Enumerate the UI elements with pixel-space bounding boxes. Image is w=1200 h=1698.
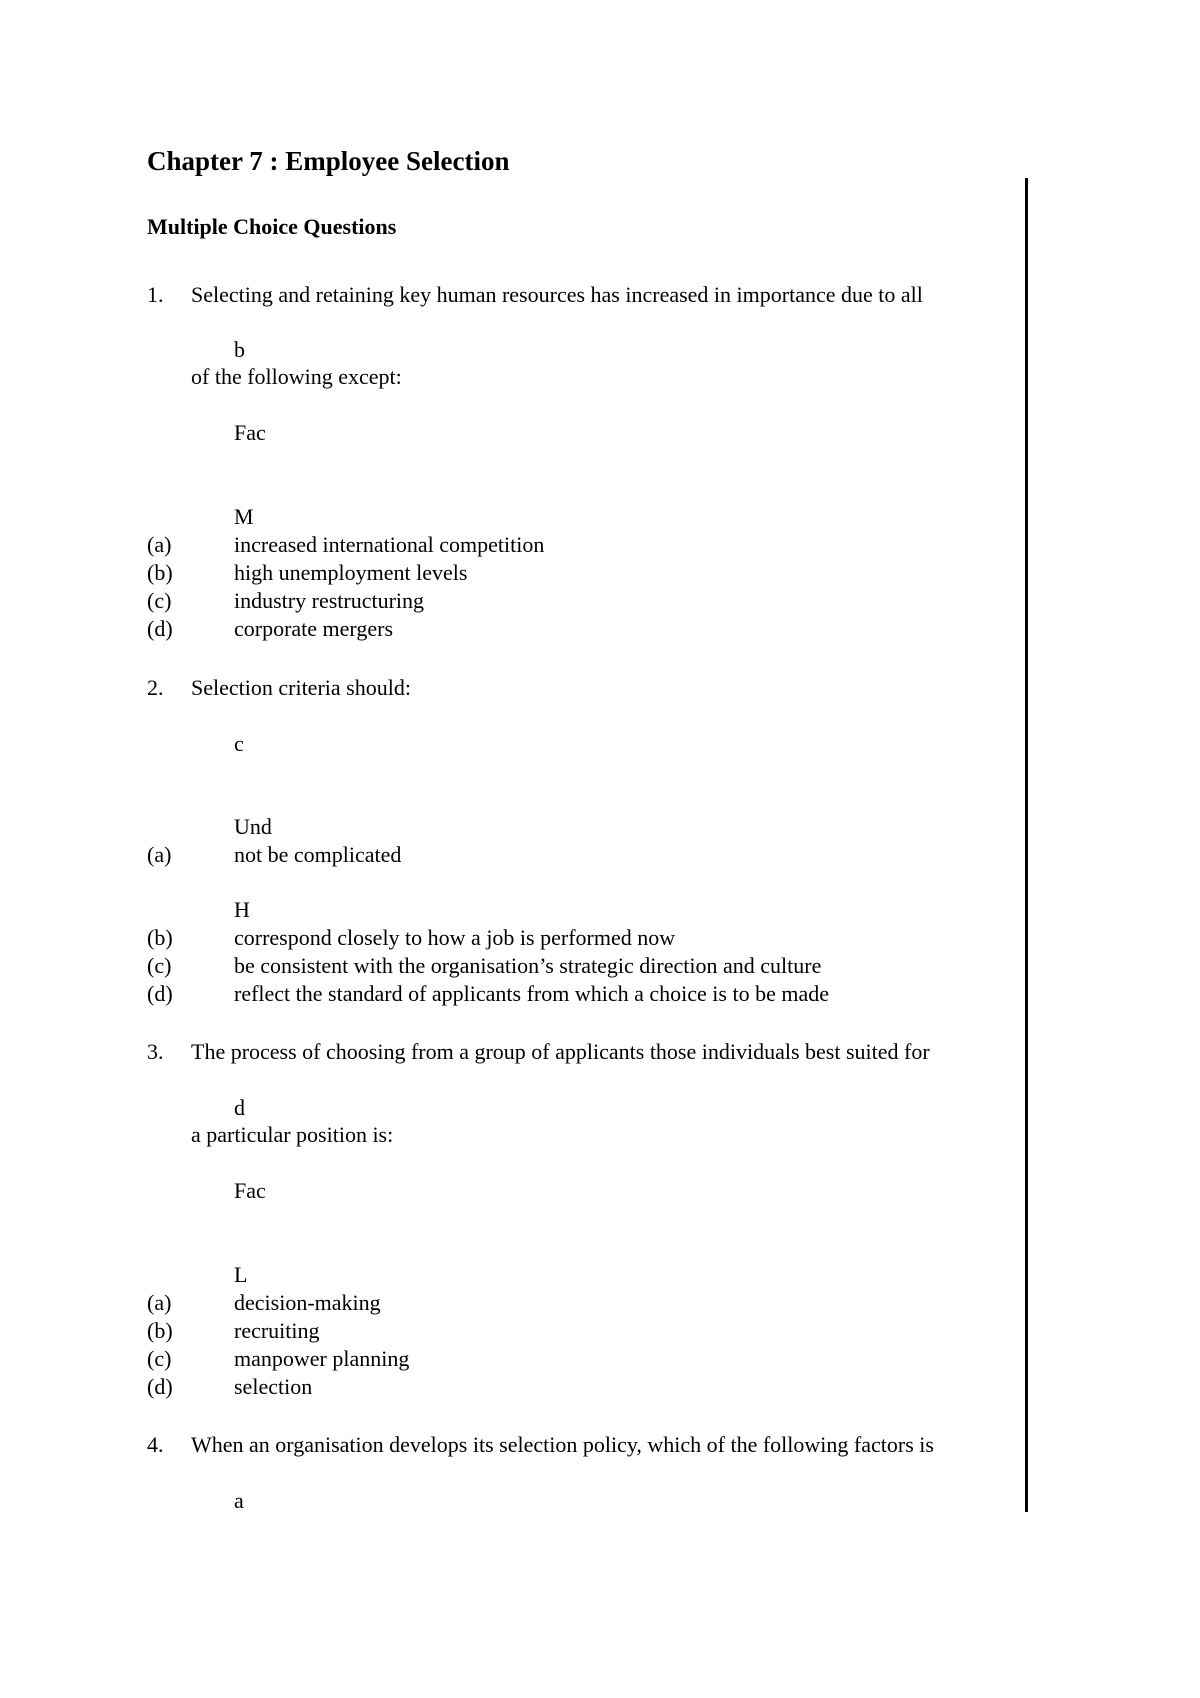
section-heading: Multiple Choice Questions	[147, 214, 397, 239]
answer-key: b	[234, 337, 245, 362]
question-type: Und	[234, 814, 272, 839]
option-text: recruiting	[234, 1318, 320, 1343]
option-text: high unemployment levels	[234, 560, 468, 585]
question-number: 2.	[147, 675, 164, 700]
option-letter: (b)	[147, 925, 173, 950]
option-letter: (b)	[147, 1318, 173, 1343]
option-text: industry restructuring	[234, 588, 425, 613]
option-text: not be complicated	[234, 842, 402, 867]
question-text: Selection criteria should:	[191, 675, 411, 700]
option-text: decision-making	[234, 1290, 381, 1315]
option-letter: (d)	[147, 1374, 173, 1399]
option-text: increased international competition	[234, 532, 545, 557]
question-text: The process of choosing from a group of applicants those individuals best suited for	[191, 1039, 930, 1064]
question-number: 1.	[147, 282, 164, 307]
option-letter: (c)	[147, 1346, 172, 1371]
question-text-continued: a particular position is:	[191, 1122, 394, 1147]
answer-key: d	[234, 1095, 245, 1120]
option-letter: (b)	[147, 560, 173, 585]
option-letter: (c)	[147, 588, 172, 613]
option-letter: (c)	[147, 953, 172, 978]
option-letter: (d)	[147, 616, 173, 641]
margin-rule	[1025, 178, 1028, 1512]
option-letter: (a)	[147, 1290, 172, 1315]
question-difficulty: H	[234, 897, 250, 922]
question-text: When an organisation develops its selection policy, which of the following factors is	[191, 1432, 934, 1457]
answer-key: a	[234, 1488, 244, 1513]
question-type: Fac	[234, 1178, 266, 1203]
answer-key: c	[234, 731, 244, 756]
option-text: reflect the standard of applicants from which a choice is to be made	[234, 981, 829, 1006]
option-letter: (a)	[147, 842, 172, 867]
question-type: Fac	[234, 420, 266, 445]
question-number: 4.	[147, 1432, 164, 1457]
question-number: 3.	[147, 1039, 164, 1064]
option-text: selection	[234, 1374, 313, 1399]
question-text: Selecting and retaining key human resources has increased in importance due to all	[191, 282, 923, 307]
option-letter: (a)	[147, 532, 172, 557]
option-text: correspond closely to how a job is performed now	[234, 925, 676, 950]
option-text: corporate mergers	[234, 616, 394, 641]
question-text-continued: of the following except:	[191, 364, 402, 389]
chapter-title: Chapter 7 : Employee Selection	[147, 146, 510, 176]
option-text: be consistent with the organisation’s strategic direction and culture	[234, 953, 822, 978]
option-text: manpower planning	[234, 1346, 410, 1371]
option-letter: (d)	[147, 981, 173, 1006]
question-difficulty: L	[234, 1262, 248, 1287]
question-difficulty: M	[234, 504, 254, 529]
